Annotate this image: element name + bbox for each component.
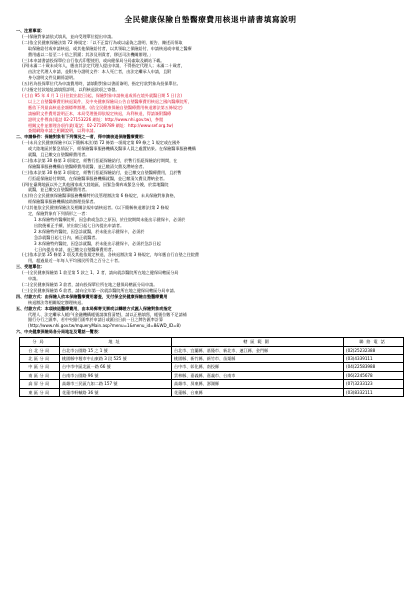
- section-heading: 一、注意事項：: [16, 28, 45, 33]
- branch-address: 桃園縣中壢市中山東路 3 段 525 號: [60, 354, 172, 362]
- instruction-line: (http://www.nhi.gov.tw/mqueryMain.asp?menu=1&menu_id=8&WD_ID=8): [28, 323, 181, 329]
- table-row: [20, 354, 404, 362]
- branch-area: 雲林縣、嘉義縣、嘉義市、台南市: [172, 371, 344, 379]
- instruction-line: 費用處以二倍至二十倍之罰鍰；其涉及刑責者，移送司法機關辦理。」: [28, 51, 153, 57]
- instruction-line: 證明文件傳真(電話 02-27153226 網址：http://www.nhi.gov.tw)，參閱: [28, 116, 164, 122]
- branch-phone: (02)25232388: [344, 346, 404, 354]
- branch-phone: (06)2245678: [344, 371, 404, 379]
- instruction-line: 就醫，且已繳交自墊醫療費用者。: [28, 152, 90, 158]
- instruction-line: 保險醫事服務機構自墊醫療費用就醫，並已繳清欠費及滯納金者。: [28, 163, 147, 169]
- table-row: [20, 371, 404, 379]
- instruction-line: 七日內提出申請，並已繳交自墊醫療費用者。: [34, 246, 116, 252]
- branch-name: 高屏分局: [20, 380, 60, 388]
- instruction-line: 由法定代理人申請，並附身分證明文件：本人死亡者，由法定繼承人申請，且附: [28, 69, 172, 75]
- instruction-line: (六)指定付款地址請填寫詳明，以利核退款項之寄發。: [22, 87, 120, 93]
- instruction-line: (七)自 95 年 4 月 1 日(住院出院日)起，保險對象申請核退或係在境外就醫日期 5 日(含): [22, 92, 182, 98]
- table-row: [20, 380, 404, 388]
- instruction-line: (五)若為投保單位代為申請費用時，請填附對象以書面簽明，指定付款對象為投保單位。: [22, 81, 181, 87]
- branch-name: 北區分局: [20, 354, 60, 362]
- table-row: [20, 363, 404, 371]
- instruction-line: (四)未滿二十歲未成年人，應由其法定代理人提出申請，不得指定代理人；未滿二十歲者，: [22, 63, 185, 69]
- branch-name: 中區分局: [20, 363, 60, 371]
- instruction-line: 以上之自墊醫療費用核退案件，及中央健康保險局公告自墊醫療費用核退之國內醫療院所，: [28, 98, 192, 104]
- instruction-line: (三)依本法第 30 條第 3 項規定，經暫行拒絕保險給付，並已繳交自墊醫療費用，且於暫: [22, 169, 182, 175]
- branch-name: 南區分局: [20, 371, 60, 379]
- instruction-line: (三)本申請書請投保單位自行依式印製使用，或向健保局分局索取及網站下載。: [22, 57, 165, 63]
- section-heading: 六、中央健康保險局各分局地址及電話一覽表：: [16, 329, 102, 335]
- branch-area: 桃園縣、新竹縣、新竹市、苗栗縣: [172, 354, 344, 362]
- branch-phone: (03)4339111: [344, 354, 404, 362]
- branch-area: 台中市、彰化縣、南投縣: [172, 363, 344, 371]
- instruction-line: 查閱網路申請之相關說明，以利申請。: [28, 128, 98, 134]
- instruction-line: 或大陸地區於緊急情況下，經保險醫事服務機構及醫事人員之處置結果。在保險醫事服務機構: [28, 146, 196, 152]
- instruction-lines: [16, 28, 405, 335]
- instruction-line: 應依下列最高核退金額標準辦理。(依全民健康保險自墊醫療費用核退辦法第五條規定): [28, 104, 183, 110]
- header-area: 轄區範圍: [172, 338, 344, 346]
- document: [16, 14, 405, 397]
- instruction-line: 定，保險對象有下列情形之一者：: [28, 211, 90, 217]
- instruction-line: (一)保險對象請依式填具，並向受理單位提出申請。: [22, 33, 116, 39]
- branch-office-table: [19, 337, 404, 397]
- header-branch: 分局: [20, 338, 60, 346]
- instruction-line: 銀行分行之匯率，若中央銀行匯率於申請日或匯出日前一日之牌告匯率計算: [28, 317, 164, 323]
- instruction-line: 2 本保險特約醫院，因急診就醫，於未能出示健保卡，必須於: [34, 228, 145, 234]
- instruction-line: 申請。: [28, 276, 41, 282]
- instruction-line: 行拒絕保險給付期間，在保險醫事服務機構就醫，並已繳清欠費及滯納金者。: [28, 175, 168, 181]
- instruction-line: 就醫，並已繳交自墊醫療費用者。: [28, 187, 90, 193]
- header-phone: 聯絡電話: [344, 338, 404, 346]
- instruction-line: (七)依本法第 35 條第 2 項及其他依規定核退，各核退辦法第 3 條規定，每年應自行自墊之住院費: [22, 252, 199, 258]
- instruction-line: (五)符合全民健康保險醫事服務機構特約及管理辦法第 6 條規定，未具保險對象資格，: [22, 193, 178, 199]
- branch-address: 台北市公園路 15 之 1 號: [60, 346, 172, 354]
- branch-address: 台南市公園路 96 號: [60, 371, 172, 379]
- table-row: [20, 388, 404, 396]
- instruction-line: (二)全民健康保險第 3 款者，請向投保單位所在地之健保局轄區分局申請。: [22, 281, 158, 287]
- instruction-line: 經保險醫事服務機構協助辦理投保者。: [28, 199, 98, 205]
- section-heading: 五、付款方式：本項核退醫療費用，由本局郵寄支票或以轉帳方式匯入保險對象或指定: [16, 305, 172, 311]
- instruction-line: (二)依本法第 30 條第 3 項規定，經暫行拒絕保險給付，於暫行拒絕保險給付期間，在: [22, 157, 178, 163]
- instruction-line: 取保險給付或申請核退、或其他保險給付者，以其領取之保險給付、申請核退或申報之醫療: [28, 45, 192, 51]
- instruction-line: (六)其他依全民健康保險法及相關法規申請核退者。(以下簡稱核退辦法)第 2 條規: [22, 205, 169, 211]
- instruction-line: (四)在臺灣地區以外之其他國家或大陸地區，因緊急傷病或緊急分娩，於當地醫院: [22, 181, 169, 187]
- branch-address: 花蓮市軒轅路 36 號: [60, 388, 172, 396]
- branch-name: 東區分局: [20, 388, 60, 396]
- branch-address: 高雄市三民區九如二路 157 號: [60, 380, 172, 388]
- instruction-line: 用，超過最近一年每人平均國民所得之百分之十者。: [28, 258, 123, 264]
- branch-phone: (07)3233123: [344, 380, 404, 388]
- section-heading: 四、付款方式：由保險人依本保險醫療費用審查，支付保全民健康保險自墊醫療費用: [16, 293, 168, 299]
- document-title: 全民健康保險自墊醫療費用核退申請書填寫說明: [124, 15, 297, 24]
- instruction-line: (二)依全民健康保險法第 72 條規定：「以不正當行為或以虛偽之證明、報告、陳述而領取: [22, 39, 183, 45]
- branch-phone: (03)8332111: [344, 388, 404, 396]
- instruction-line: 代理人、法定繼承人帳戶(金融機構帳號請填寫清楚)，請以正楷填寫，帳號位數不足請補: [28, 311, 187, 317]
- instruction-line: (一)未具全民健康保險卡(以下簡稱本法)第 72 條第一項規定第 69 條之 1 規定或在國外: [22, 140, 181, 146]
- branch-area: 高雄市、屏東縣、澎湖縣: [172, 380, 344, 388]
- section-heading: 二、申請條件：保險對象有下列情況之一者，得申請核退保險醫療費用：: [16, 134, 147, 140]
- instruction-line: (一)全民健康保險第 1 款至第 5 款之 1、2 者，請向就診醫院所在地之健保局轄區分局: [22, 270, 179, 276]
- instruction-line: 3 本保險特約醫院，因急診就醫，於未能出示健保卡，必須於急診日起: [34, 240, 161, 246]
- instruction-line: (三)全民健康保險第 6 款者，請向全年第一次就診醫院所在地之健保局轄區分局申請。: [22, 287, 178, 293]
- branch-area: 花蓮縣、台東縣: [172, 388, 344, 396]
- table-row: [20, 346, 404, 354]
- section-heading: 三、受理單位：: [16, 264, 45, 270]
- branch-phone: (04)22583988: [344, 363, 404, 371]
- instruction-line: 身分證明文件及關係證明。: [28, 75, 78, 81]
- header-address: 地址: [60, 338, 172, 346]
- instruction-line: 急診就醫日起七日內，補正就醫者。: [34, 234, 100, 240]
- table-header-row: [20, 338, 404, 346]
- instruction-line: 請檢附文件費用證明正本，本局受理後即依規定核退，為利核退，得請簽附醫療: [28, 110, 172, 116]
- branch-area: 台北市、宜蘭縣、基隆市、新北市、連江縣、金門縣: [172, 346, 344, 354]
- branch-name: 台北分局: [20, 346, 60, 354]
- instruction-line: 1 本保險特約醫療院所，因急救或急診之原因，於住院期間未能出示健保卡，必須於: [34, 217, 186, 222]
- instruction-line: 出院後補正手續，於出院日起七日內提出申請者。: [34, 222, 125, 228]
- instruction-line: 核退辦法等相關規定辦理核退。: [28, 299, 86, 305]
- branch-address: 台中市中區北區一路 66 號: [60, 363, 172, 371]
- instruction-line: 相關文件並辦理各項作業(電話：02-27189789 網址：http://www.sef.org.tw): [28, 122, 174, 128]
